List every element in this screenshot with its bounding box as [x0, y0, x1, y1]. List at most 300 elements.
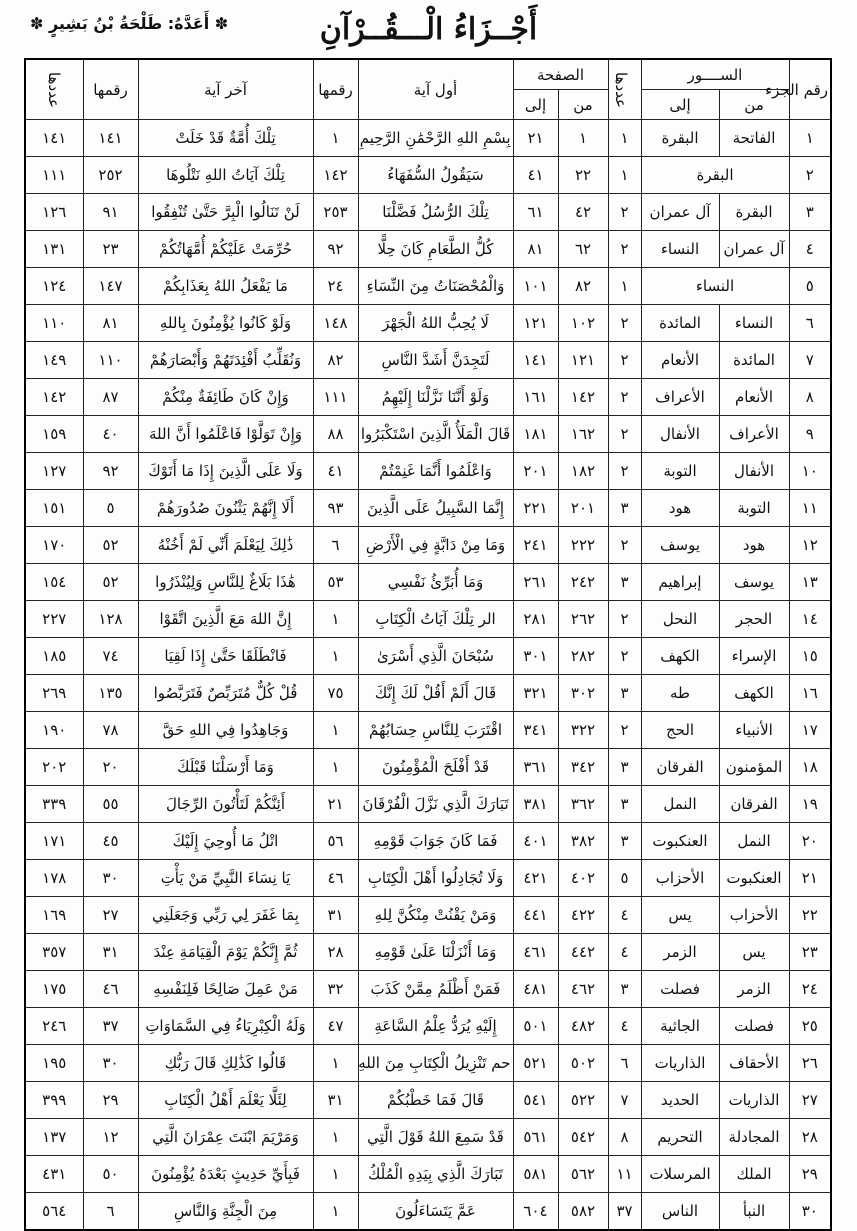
page-from: ٣٦٢ [558, 786, 608, 823]
page-from: ٤٤٢ [558, 934, 608, 971]
first-ayah: فَمَنْ أَظْلَمُ مِمَّنْ كَذَبَ [358, 971, 513, 1008]
surah-count: ٢ [608, 712, 641, 749]
last-ayah: لَنْ تَنَالُوا الْبِرَّ حَتَّىٰ تُنْفِقُوا [138, 194, 313, 231]
page-from: ٦٢ [558, 231, 608, 268]
surah-to: فصلت [641, 971, 719, 1008]
last-ayah: اتْلُ مَا أُوحِيَ إِلَيْكَ [138, 823, 313, 860]
table-row [25, 1082, 831, 1119]
surah-count-label: عددها [611, 71, 630, 108]
last-ayah-number: ٨١ [83, 305, 138, 342]
table-row [25, 1119, 831, 1156]
page-to: ٣٨١ [513, 786, 558, 823]
last-ayah: وَمَا أَرْسَلْنَا قَبْلَكَ [138, 749, 313, 786]
surah-to: الأنعام [641, 342, 719, 379]
page-to: ٢٢١ [513, 490, 558, 527]
surah-from: الذاريات [719, 1082, 789, 1119]
ayah-count: ١٤٢ [25, 379, 83, 416]
first-ayah: وَاعْلَمُوا أَنَّمَا غَنِمْتُمْ [358, 453, 513, 490]
page-to: ٥٨١ [513, 1156, 558, 1193]
last-ayah-number: ٣١ [83, 934, 138, 971]
juz-number: ١٥ [789, 638, 831, 675]
col-header-juz: رقم الجزء [789, 59, 831, 120]
last-ayah-number: ٤٠ [83, 416, 138, 453]
page-title: أَجْــزَاءُ الْـــقُــرْآنِ [319, 11, 538, 47]
page-from: ٢٤٢ [558, 564, 608, 601]
surah-count: ٢ [608, 638, 641, 675]
page-to: ٤٢١ [513, 860, 558, 897]
juz-number: ٥ [789, 268, 831, 305]
table-body [25, 120, 831, 1231]
last-ayah: قُلْ كُلٌّ مُتَرَبِّصٌ فَتَرَبَّصُوا [138, 675, 313, 712]
last-ayah-number: ٤٦ [83, 971, 138, 1008]
first-ayah: تِلْكَ الرُّسُلُ فَضَّلْنَا [358, 194, 513, 231]
surah-count: ٣ [608, 823, 641, 860]
table-row [25, 971, 831, 1008]
table-row [25, 342, 831, 379]
last-ayah-number: ١٤١ [83, 120, 138, 157]
first-ayah-number: ٢٨ [313, 934, 358, 971]
table-row [25, 1193, 831, 1231]
last-ayah: بِمَا غَفَرَ لِي رَبِّي وَجَعَلَنِي [138, 897, 313, 934]
last-ayah: لِئَلَّا يَعْلَمَ أَهْلُ الْكِتَابِ [138, 1082, 313, 1119]
first-ayah-number: ٨٨ [313, 416, 358, 453]
first-ayah-number: ١ [313, 1193, 358, 1231]
page-to: ٥٢١ [513, 1045, 558, 1082]
page-to: ٦٠٤ [513, 1193, 558, 1231]
table-row [25, 120, 831, 157]
juz-number: ١٦ [789, 675, 831, 712]
first-ayah: سَيَقُولُ السُّفَهَاءُ [358, 157, 513, 194]
page-to: ٤٤١ [513, 897, 558, 934]
juz-number: ٢٥ [789, 1008, 831, 1045]
ayah-count: ١٧١ [25, 823, 83, 860]
surah-to: الأحزاب [641, 860, 719, 897]
last-ayah: مَنْ عَمِلَ صَالِحًا فَلِنَفْسِهِ [138, 971, 313, 1008]
surah-to: المرسلات [641, 1156, 719, 1193]
page-from: ٥٨٢ [558, 1193, 608, 1231]
ayah-count: ١٤١ [25, 120, 83, 157]
first-ayah-number: ٤٧ [313, 1008, 358, 1045]
first-ayah: إِلَيْهِ يُرَدُّ عِلْمُ السَّاعَةِ [358, 1008, 513, 1045]
ayah-count: ٣٣٩ [25, 786, 83, 823]
page-to: ٢٦١ [513, 564, 558, 601]
first-ayah-number: ١ [313, 1045, 358, 1082]
last-ayah: ذَٰلِكَ لِيَعْلَمَ أَنِّي لَمْ أَخُنْهُ [138, 527, 313, 564]
juz-number: ٢١ [789, 860, 831, 897]
first-ayah: قَدْ أَفْلَحَ الْمُؤْمِنُونَ [358, 749, 513, 786]
first-ayah: وَالْمُحْصَنَاتُ مِنَ النِّسَاءِ [358, 268, 513, 305]
page-from: ٤٢ [558, 194, 608, 231]
last-ayah: تِلْكَ آيَاتُ اللهِ نَتْلُوهَا [138, 157, 313, 194]
last-ayah-number: ٢٥٢ [83, 157, 138, 194]
page-from: ١٠٢ [558, 305, 608, 342]
surah-from: النبأ [719, 1193, 789, 1231]
col-header-ayah-count [25, 59, 83, 120]
last-ayah: هَٰذَا بَلَاغٌ لِلنَّاسِ وَلِيُنْذَرُوا [138, 564, 313, 601]
surah-count: ٣ [608, 564, 641, 601]
surah-from: آل عمران [719, 231, 789, 268]
page-from: ٢٢ [558, 157, 608, 194]
table-row [25, 1008, 831, 1045]
last-ayah-number: ٣٠ [83, 1045, 138, 1082]
ayah-count: ١٩٠ [25, 712, 83, 749]
last-ayah-number: ٩١ [83, 194, 138, 231]
surah-count: ٣ [608, 786, 641, 823]
first-ayah-number: ١٤٨ [313, 305, 358, 342]
juz-table [24, 58, 832, 1231]
surah-count: ٢ [608, 194, 641, 231]
juz-number: ٩ [789, 416, 831, 453]
surah-count: ١ [608, 120, 641, 157]
surah-from: الأنبياء [719, 712, 789, 749]
table-row [25, 527, 831, 564]
col-header-surahs: الســــور [641, 59, 789, 90]
last-ayah-number: ١٣٥ [83, 675, 138, 712]
first-ayah: الر تِلْكَ آيَاتُ الْكِتَابِ [358, 601, 513, 638]
last-ayah-number: ٥ [83, 490, 138, 527]
last-ayah: تِلْكَ أُمَّةٌ قَدْ خَلَتْ [138, 120, 313, 157]
first-ayah: اقْتَرَبَ لِلنَّاسِ حِسَابُهُمْ [358, 712, 513, 749]
last-ayah-number: ٣٧ [83, 1008, 138, 1045]
first-ayah: وَمَا مِنْ دَابَّةٍ فِي الْأَرْضِ [358, 527, 513, 564]
juz-number: ٢٠ [789, 823, 831, 860]
table-row [25, 934, 831, 971]
surah-from: البقرة [719, 194, 789, 231]
surah-from: العنكبوت [719, 860, 789, 897]
juz-number: ٢٤ [789, 971, 831, 1008]
juz-number: ٣ [789, 194, 831, 231]
juz-number: ٢٦ [789, 1045, 831, 1082]
page-to: ١٤١ [513, 342, 558, 379]
surah-count: ٢ [608, 527, 641, 564]
juz-number: ١١ [789, 490, 831, 527]
surah-count: ٤ [608, 1008, 641, 1045]
table-row [25, 231, 831, 268]
ayah-count: ٤٣١ [25, 1156, 83, 1193]
page-from: ٢٢٢ [558, 527, 608, 564]
page-to: ١٠١ [513, 268, 558, 305]
table-row [25, 157, 831, 194]
surah-to: يس [641, 897, 719, 934]
col-header-page-from: من [558, 90, 608, 120]
first-ayah-number: ٢١ [313, 786, 358, 823]
juz-number: ٢٢ [789, 897, 831, 934]
col-header-surah-from: من [719, 90, 789, 120]
ayah-count: ١٧٥ [25, 971, 83, 1008]
table-row [25, 601, 831, 638]
page-from: ٤٠٢ [558, 860, 608, 897]
first-ayah: لَا يُحِبُّ اللهُ الْجَهْرَ [358, 305, 513, 342]
first-ayah-number: ١ [313, 638, 358, 675]
first-ayah-number: ٤٦ [313, 860, 358, 897]
last-ayah-number: ١٢٨ [83, 601, 138, 638]
surah-count: ١ [608, 157, 641, 194]
first-ayah-number: ٥٣ [313, 564, 358, 601]
surah-name: البقرة [641, 157, 789, 194]
surah-to: الفرقان [641, 749, 719, 786]
page-to: ٣٢١ [513, 675, 558, 712]
surah-to: هود [641, 490, 719, 527]
page-from: ٣٢٢ [558, 712, 608, 749]
first-ayah: عَمَّ يَتَسَاءَلُونَ [358, 1193, 513, 1231]
first-ayah-number: ١ [313, 749, 358, 786]
table-row [25, 268, 831, 305]
table-row [25, 823, 831, 860]
first-ayah: سُبْحَانَ الَّذِي أَسْرَىٰ [358, 638, 513, 675]
table-row [25, 490, 831, 527]
surah-count: ١١ [608, 1156, 641, 1193]
juz-number: ١٣ [789, 564, 831, 601]
surah-count: ٢ [608, 231, 641, 268]
ayah-count: ١٩٥ [25, 1045, 83, 1082]
page-from: ٥٤٢ [558, 1119, 608, 1156]
last-ayah-number: ٢٩ [83, 1082, 138, 1119]
table-row [25, 1156, 831, 1193]
juz-number: ٢٩ [789, 1156, 831, 1193]
ayah-count: ٢٠٢ [25, 749, 83, 786]
page-to: ٢٤١ [513, 527, 558, 564]
surah-to: الجاثية [641, 1008, 719, 1045]
table-row [25, 749, 831, 786]
surah-from: الأنعام [719, 379, 789, 416]
ayah-count: ١١١ [25, 157, 83, 194]
first-ayah-number: ١ [313, 601, 358, 638]
surah-to: الزمر [641, 934, 719, 971]
juz-number: ٢٧ [789, 1082, 831, 1119]
ayah-count: ١٧٨ [25, 860, 83, 897]
surah-count: ٤ [608, 934, 641, 971]
surah-count: ٨ [608, 1119, 641, 1156]
table-row [25, 379, 831, 416]
surah-name: النساء [641, 268, 789, 305]
last-ayah-number: ٢٧ [83, 897, 138, 934]
col-header-first-ayah: أول آية [358, 59, 513, 120]
surah-to: طه [641, 675, 719, 712]
surah-count: ٣ [608, 675, 641, 712]
page-to: ٤٨١ [513, 971, 558, 1008]
page-to: ٣٦١ [513, 749, 558, 786]
last-ayah-number: ٥٢ [83, 564, 138, 601]
first-ayah-number: ١ [313, 712, 358, 749]
page-to: ٢١ [513, 120, 558, 157]
page-from: ١ [558, 120, 608, 157]
credit-line: ✽ أَعَدَّهُ: طَلْحَةُ بْنُ بَشِيرٍ ✽ [30, 14, 229, 33]
surah-from: الكهف [719, 675, 789, 712]
last-ayah-number: ٢٠ [83, 749, 138, 786]
first-ayah: وَلَوْ أَنَّنَا نَزَّلْنَا إِلَيْهِمُ [358, 379, 513, 416]
page-from: ١٢١ [558, 342, 608, 379]
first-ayah: إِنَّمَا السَّبِيلُ عَلَى الَّذِينَ [358, 490, 513, 527]
page-from: ٤٢٢ [558, 897, 608, 934]
page-to: ٨١ [513, 231, 558, 268]
surah-count: ٢ [608, 601, 641, 638]
surah-count: ٢ [608, 342, 641, 379]
first-ayah-number: ٧٥ [313, 675, 358, 712]
table-row [25, 1045, 831, 1082]
last-ayah: فَانْطَلَقَا حَتَّىٰ إِذَا لَقِيَا [138, 638, 313, 675]
page-from: ٢٦٢ [558, 601, 608, 638]
last-ayah-number: ٢٣ [83, 231, 138, 268]
ayah-count: ١٢٧ [25, 453, 83, 490]
last-ayah-number: ٥٢ [83, 527, 138, 564]
last-ayah: قَالُوا كَذَٰلِكِ قَالَ رَبُّكِ [138, 1045, 313, 1082]
surah-count: ٣ [608, 490, 641, 527]
first-ayah: قَالَ فَمَا خَطْبُكُمْ [358, 1082, 513, 1119]
ayah-count: ١٣٧ [25, 1119, 83, 1156]
surah-from: هود [719, 527, 789, 564]
page-to: ٤٦١ [513, 934, 558, 971]
juz-number: ١٧ [789, 712, 831, 749]
surah-from: الأحزاب [719, 897, 789, 934]
last-ayah-number: ٣٠ [83, 860, 138, 897]
surah-count: ٧ [608, 1082, 641, 1119]
last-ayah-number: ٩٢ [83, 453, 138, 490]
surah-to: آل عمران [641, 194, 719, 231]
page-to: ٣٠١ [513, 638, 558, 675]
first-ayah: تَبَارَكَ الَّذِي بِيَدِهِ الْمُلْكُ [358, 1156, 513, 1193]
page-to: ١٦١ [513, 379, 558, 416]
ayah-count: ١٣١ [25, 231, 83, 268]
last-ayah-number: ١٢ [83, 1119, 138, 1156]
ayah-count: ١٥٩ [25, 416, 83, 453]
ayah-count: ١١٠ [25, 305, 83, 342]
first-ayah: وَمَا أُبَرِّئُ نَفْسِي [358, 564, 513, 601]
surah-to: الذاريات [641, 1045, 719, 1082]
surah-to: البقرة [641, 120, 719, 157]
last-ayah-number: ٦ [83, 1193, 138, 1231]
surah-to: الناس [641, 1193, 719, 1231]
col-header-last-ayah-num: رقمها [83, 59, 138, 120]
surah-to: الحج [641, 712, 719, 749]
col-header-page-to: إلى [513, 90, 558, 120]
page-from: ٣٠٢ [558, 675, 608, 712]
first-ayah: تَبَارَكَ الَّذِي نَزَّلَ الْفُرْقَانَ [358, 786, 513, 823]
last-ayah: أَئِنَّكُمْ لَتَأْتُونَ الرِّجَالَ [138, 786, 313, 823]
table-row [25, 305, 831, 342]
surah-from: الملك [719, 1156, 789, 1193]
page-from: ١٤٢ [558, 379, 608, 416]
last-ayah: مِنَ الْجِنَّةِ وَالنَّاسِ [138, 1193, 313, 1231]
last-ayah: ثُمَّ إِنَّكُمْ يَوْمَ الْقِيَامَةِ عِنْدَ [138, 934, 313, 971]
surah-to: التوبة [641, 453, 719, 490]
first-ayah-number: ١ [313, 1119, 358, 1156]
juz-number: ٨ [789, 379, 831, 416]
last-ayah: يَا نِسَاءَ النَّبِيِّ مَنْ يَأْتِ [138, 860, 313, 897]
last-ayah: حُرِّمَتْ عَلَيْكُمْ أُمَّهَاتُكُمْ [138, 231, 313, 268]
page-to: ٥٦١ [513, 1119, 558, 1156]
ayah-count: ٢٢٧ [25, 601, 83, 638]
juz-number: ١٠ [789, 453, 831, 490]
last-ayah: فَبِأَيِّ حَدِيثٍ بَعْدَهُ يُؤْمِنُونَ [138, 1156, 313, 1193]
ayah-count: ١٦٩ [25, 897, 83, 934]
last-ayah-number: ٧٤ [83, 638, 138, 675]
surah-from: الأحقاف [719, 1045, 789, 1082]
surah-count: ٣ [608, 971, 641, 1008]
ayah-count: ١٧٠ [25, 527, 83, 564]
first-ayah-number: ٤١ [313, 453, 358, 490]
first-ayah-number: ٨٢ [313, 342, 358, 379]
last-ayah-number: ١٤٧ [83, 268, 138, 305]
first-ayah-number: ١١١ [313, 379, 358, 416]
first-ayah: بِسْمِ اللهِ الرَّحْمَٰنِ الرَّحِيمِ [358, 120, 513, 157]
ayah-count: ١٢٤ [25, 268, 83, 305]
last-ayah-number: ٧٨ [83, 712, 138, 749]
page-from: ١٦٢ [558, 416, 608, 453]
surah-count: ٢ [608, 416, 641, 453]
first-ayah-number: ١ [313, 120, 358, 157]
surah-to: يوسف [641, 527, 719, 564]
table-row [25, 638, 831, 675]
first-ayah-number: ٦ [313, 527, 358, 564]
ayah-count: ١٥١ [25, 490, 83, 527]
surah-to: التحريم [641, 1119, 719, 1156]
surah-count: ٤ [608, 897, 641, 934]
ayah-count-label: عددها [45, 71, 64, 108]
last-ayah: وَلَوْ كَانُوا يُؤْمِنُونَ بِاللهِ [138, 305, 313, 342]
first-ayah-number: ٩٢ [313, 231, 358, 268]
first-ayah: وَمَنْ يَقْنُتْ مِنْكُنَّ لِلهِ [358, 897, 513, 934]
first-ayah: قَالَ الْمَلَأُ الَّذِينَ اسْتَكْبَرُوا [358, 416, 513, 453]
first-ayah-number: ٣١ [313, 1082, 358, 1119]
col-header-page: الصفحة [513, 59, 608, 90]
first-ayah: وَمَا أَنْزَلْنَا عَلَىٰ قَوْمِهِ [358, 934, 513, 971]
table-row [25, 564, 831, 601]
first-ayah-number: ١٤٢ [313, 157, 358, 194]
surah-from: الأنفال [719, 453, 789, 490]
page-from: ٤٨٢ [558, 1008, 608, 1045]
surah-from: المؤمنون [719, 749, 789, 786]
table-row [25, 453, 831, 490]
page-to: ٦١ [513, 194, 558, 231]
surah-to: النساء [641, 231, 719, 268]
page-to: ٣٤١ [513, 712, 558, 749]
page-to: ٢٠١ [513, 453, 558, 490]
juz-number: ١٩ [789, 786, 831, 823]
page-from: ٢٨٢ [558, 638, 608, 675]
table-row [25, 860, 831, 897]
table-row [25, 786, 831, 823]
juz-number: ٢ [789, 157, 831, 194]
surah-to: الكهف [641, 638, 719, 675]
table-row [25, 675, 831, 712]
table-row [25, 897, 831, 934]
ayah-count: ١٨٥ [25, 638, 83, 675]
surah-from: النساء [719, 305, 789, 342]
surah-count: ٥ [608, 860, 641, 897]
juz-number: ٢٨ [789, 1119, 831, 1156]
surah-count: ٢ [608, 379, 641, 416]
page-from: ٥٦٢ [558, 1156, 608, 1193]
juz-number: ١٢ [789, 527, 831, 564]
last-ayah: إِنَّ اللهَ مَعَ الَّذِينَ اتَّقَوْا [138, 601, 313, 638]
surah-to: النمل [641, 786, 719, 823]
surah-count: ١ [608, 268, 641, 305]
last-ayah: وَلَا عَلَى الَّذِينَ إِذَا مَا أَتَوْكَ [138, 453, 313, 490]
juz-number: ١ [789, 120, 831, 157]
table-row [25, 416, 831, 453]
juz-number: ١٤ [789, 601, 831, 638]
first-ayah: حم تَنْزِيلُ الْكِتَابِ مِنَ اللهِ [358, 1045, 513, 1082]
juz-number: ٤ [789, 231, 831, 268]
first-ayah-number: ٣١ [313, 897, 358, 934]
last-ayah: مَا يَفْعَلُ اللهُ بِعَذَابِكُمْ [138, 268, 313, 305]
ayah-count: ١٤٩ [25, 342, 83, 379]
last-ayah: أَلَا إِنَّهُمْ يَثْنُونَ صُدُورَهُمْ [138, 490, 313, 527]
surah-to: العنكبوت [641, 823, 719, 860]
table-row [25, 194, 831, 231]
ayah-count: ٣٥٧ [25, 934, 83, 971]
first-ayah-number: ٩٣ [313, 490, 358, 527]
